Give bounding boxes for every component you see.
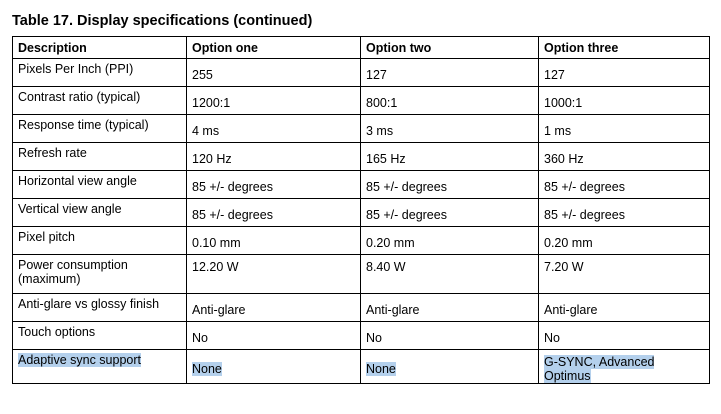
header-description: Description bbox=[13, 37, 187, 59]
row-label: Anti-glare vs glossy finish bbox=[13, 294, 187, 322]
cell-option-three bbox=[539, 350, 710, 384]
cell-option-two: 127 bbox=[361, 59, 539, 87]
cell-option-three: No bbox=[539, 322, 710, 350]
table-row bbox=[13, 294, 710, 322]
table-header-row bbox=[13, 37, 710, 59]
row-label: Pixel pitch bbox=[13, 227, 187, 255]
row-label: Power consumption (maximum) bbox=[13, 255, 187, 294]
table-row bbox=[13, 143, 710, 171]
row-label: Contrast ratio (typical) bbox=[13, 87, 187, 115]
cell-option-two bbox=[361, 350, 539, 384]
cell-option-three: 1000:1 bbox=[539, 87, 710, 115]
cell-option-two: No bbox=[361, 322, 539, 350]
cell-option-one: 255 bbox=[187, 59, 361, 87]
cell-option-one: 12.20 W bbox=[187, 255, 361, 294]
cell-option-three: 1 ms bbox=[539, 115, 710, 143]
row-label: Pixels Per Inch (PPI) bbox=[13, 59, 187, 87]
row-label: Refresh rate bbox=[13, 143, 187, 171]
cell-option-two: 800:1 bbox=[361, 87, 539, 115]
cell-option-two: 85 +/- degrees bbox=[361, 199, 539, 227]
selected-text[interactable]: None bbox=[192, 362, 222, 376]
cell-option-one: No bbox=[187, 322, 361, 350]
cell-option-three: Anti-glare bbox=[539, 294, 710, 322]
display-specifications-table bbox=[12, 36, 710, 384]
selected-text[interactable]: None bbox=[366, 362, 396, 376]
selected-text[interactable]: G-SYNC, Advanced Optimus bbox=[544, 355, 655, 383]
cell-option-three: 85 +/- degrees bbox=[539, 171, 710, 199]
table-row bbox=[13, 59, 710, 87]
table-row bbox=[13, 227, 710, 255]
table-title: Table 17. Display specifications (continued) bbox=[12, 13, 313, 29]
table-row bbox=[13, 87, 710, 115]
cell-option-one: Anti-glare bbox=[187, 294, 361, 322]
row-label: Response time (typical) bbox=[13, 115, 187, 143]
row-label: Vertical view angle bbox=[13, 199, 187, 227]
cell-option-one: 120 Hz bbox=[187, 143, 361, 171]
cell-option-three: 7.20 W bbox=[539, 255, 710, 294]
cell-option-two: Anti-glare bbox=[361, 294, 539, 322]
table-row-highlighted bbox=[13, 350, 710, 384]
cell-option-three: 360 Hz bbox=[539, 143, 710, 171]
cell-option-two: 0.20 mm bbox=[361, 227, 539, 255]
cell-option-one: 85 +/- degrees bbox=[187, 171, 361, 199]
row-label: Touch options bbox=[13, 322, 187, 350]
selected-text[interactable]: Adaptive sync support bbox=[18, 353, 141, 367]
table-row bbox=[13, 171, 710, 199]
table-row bbox=[13, 322, 710, 350]
cell-option-two: 165 Hz bbox=[361, 143, 539, 171]
table-row bbox=[13, 115, 710, 143]
row-label bbox=[13, 350, 187, 384]
cell-option-one: 0.10 mm bbox=[187, 227, 361, 255]
table-row bbox=[13, 255, 710, 294]
cell-option-two: 8.40 W bbox=[361, 255, 539, 294]
row-label: Horizontal view angle bbox=[13, 171, 187, 199]
cell-option-two: 3 ms bbox=[361, 115, 539, 143]
header-option-two: Option two bbox=[361, 37, 539, 59]
cell-option-two: 85 +/- degrees bbox=[361, 171, 539, 199]
header-option-one: Option one bbox=[187, 37, 361, 59]
cell-option-three: 127 bbox=[539, 59, 710, 87]
cell-option-one: 4 ms bbox=[187, 115, 361, 143]
cell-option-one: 85 +/- degrees bbox=[187, 199, 361, 227]
cell-option-one: 1200:1 bbox=[187, 87, 361, 115]
header-option-three: Option three bbox=[539, 37, 710, 59]
cell-option-one bbox=[187, 350, 361, 384]
cell-option-three: 85 +/- degrees bbox=[539, 199, 710, 227]
table-row bbox=[13, 199, 710, 227]
cell-option-three: 0.20 mm bbox=[539, 227, 710, 255]
